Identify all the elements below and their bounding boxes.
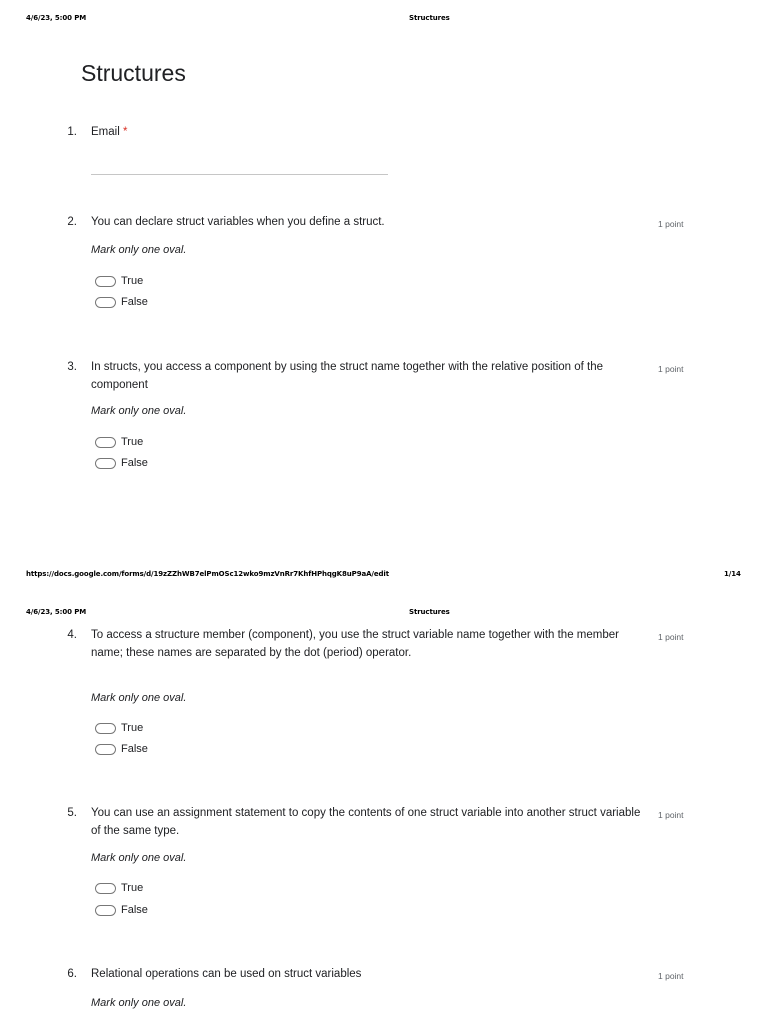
option-label: False — [121, 296, 148, 308]
email-field[interactable] — [91, 174, 388, 175]
mark-hint: Mark only one oval. — [91, 405, 187, 417]
option-true[interactable] — [95, 275, 143, 287]
question-1-text — [91, 124, 127, 142]
option-label: True — [121, 275, 144, 287]
question-3-text: In structs, you access a component by using the struct name together with the relative position of the component — [91, 361, 604, 391]
print-header-date: 4/6/23, 5:00 PM — [26, 608, 87, 616]
mark-hint: Mark only one oval. — [91, 997, 187, 1009]
print-header-date: 4/6/23, 5:00 PM — [26, 14, 87, 22]
option-label: False — [121, 743, 148, 755]
option-false[interactable] — [95, 743, 148, 755]
points-label: 1 point — [658, 810, 684, 820]
mark-hint: Mark only one oval. — [91, 852, 187, 864]
print-header-title: Structures — [409, 14, 450, 22]
mark-hint: Mark only one oval. — [91, 692, 187, 704]
option-true[interactable] — [95, 722, 143, 734]
option-false[interactable] — [95, 296, 148, 308]
points-label: 1 point — [658, 219, 684, 229]
form-title: Structures — [81, 60, 186, 86]
radio-oval[interactable] — [95, 744, 116, 755]
points-label: 1 point — [658, 632, 684, 642]
email-label: Email — [91, 126, 120, 138]
option-true[interactable] — [95, 436, 143, 448]
points-label: 1 point — [658, 971, 684, 981]
required-asterisk: * — [122, 126, 128, 138]
radio-oval[interactable] — [95, 723, 116, 734]
question-number: 3. — [67, 361, 77, 373]
print-footer-page: 1/14 — [724, 570, 741, 578]
option-label: False — [121, 904, 148, 916]
question-number: 2. — [67, 216, 77, 228]
radio-oval[interactable] — [95, 458, 116, 469]
radio-oval[interactable] — [95, 276, 116, 287]
option-label: True — [121, 436, 144, 448]
option-label: True — [121, 882, 144, 894]
question-number: 4. — [67, 629, 77, 641]
print-header-title: Structures — [409, 608, 450, 616]
option-label: False — [121, 457, 148, 469]
question-number: 5. — [67, 807, 77, 819]
radio-oval[interactable] — [95, 905, 116, 916]
mark-hint: Mark only one oval. — [91, 244, 187, 256]
print-footer-url: https://docs.google.com/forms/d/19zZZhWB7elPmOSc12wko9mzVnRr7KhfHPhqgK8uP9aA/edit — [26, 570, 389, 578]
option-true[interactable] — [95, 882, 143, 894]
points-label: 1 point — [658, 364, 684, 374]
question-4-text: To access a structure member (component), you use the struct variable name together with the member name; these names are separated by the dot (period) operator. — [91, 629, 619, 659]
question-number: 6. — [67, 968, 77, 980]
option-false[interactable] — [95, 904, 148, 916]
radio-oval[interactable] — [95, 437, 116, 448]
radio-oval[interactable] — [95, 883, 116, 894]
question-number: 1. — [67, 126, 77, 138]
question-2-text: You can declare struct variables when you define a struct. — [91, 216, 385, 228]
option-label: True — [121, 722, 144, 734]
question-5-text: You can use an assignment statement to copy the contents of one struct variable into another struct variable of the same type. — [91, 807, 641, 837]
option-false[interactable] — [95, 457, 148, 469]
radio-oval[interactable] — [95, 297, 116, 308]
question-6-text: Relational operations can be used on struct variables — [91, 968, 362, 980]
